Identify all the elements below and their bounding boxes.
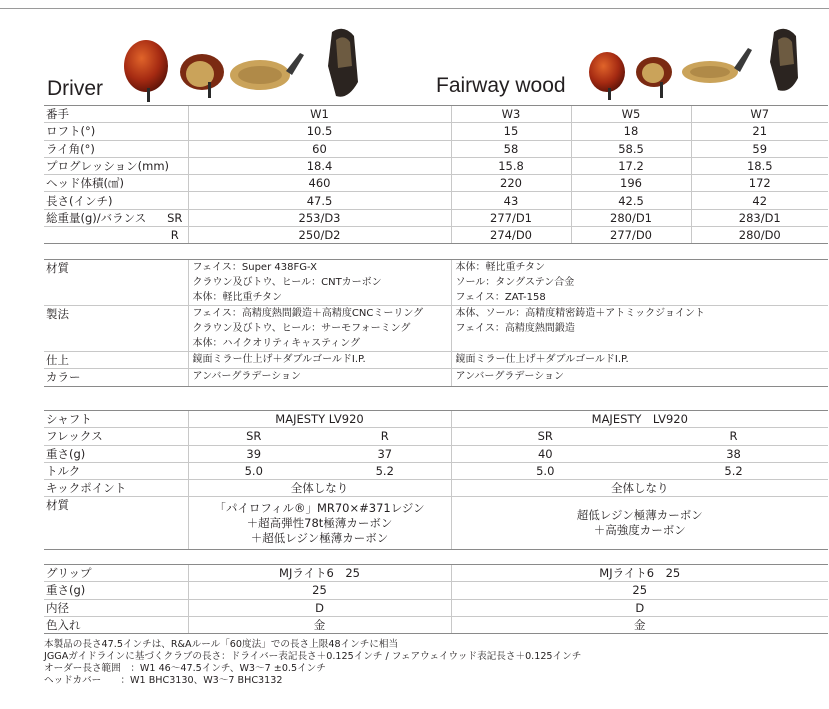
shaft-weight-label: 重さ(g): [44, 445, 188, 462]
driver-sole-image: [228, 47, 310, 97]
spec-value: 42.5: [571, 192, 691, 209]
fw-face-image: [585, 48, 635, 100]
grip-inner-driver: D: [188, 599, 451, 616]
footnote: オーダー長さ範囲 ：W1 46〜47.5インチ、W3〜7 ±0.5インチ: [44, 663, 326, 674]
spec-value: 220: [451, 175, 571, 192]
fw-headcover-image: [762, 26, 806, 96]
material-driver-line: クラウン及びトウ、ヒール：CNTカーボン: [192, 277, 382, 288]
shaft-weight-value: 37: [319, 445, 451, 462]
grip-inner-fw: D: [451, 599, 828, 616]
material-label: 材質: [44, 260, 188, 306]
grip-weight-fw: 25: [451, 582, 828, 599]
spec-label: 番手: [44, 106, 188, 123]
spec-value: 172: [691, 175, 828, 192]
torque-label: トルク: [44, 462, 188, 479]
flex-value: SR: [188, 428, 319, 445]
spec-value: 18.5: [691, 157, 828, 174]
material-fw: [451, 260, 828, 306]
shaft-label: シャフト: [44, 411, 188, 428]
spec-row: [44, 227, 828, 244]
shaft-material-line: 「パイロフィル®」MR70×#371レジン: [214, 500, 425, 515]
spec-value: 277/D1: [451, 209, 571, 226]
flex-value: R: [319, 428, 451, 445]
spec-value: 58: [451, 140, 571, 157]
color-label: カラー: [44, 369, 188, 386]
process-driver: [188, 306, 451, 352]
spec-value: W1: [188, 106, 451, 123]
spec-value: 10.5: [188, 123, 451, 140]
fw-crown-image: [634, 52, 678, 98]
spec-row: [44, 157, 828, 174]
torque-value: 5.0: [188, 462, 319, 479]
spec-label: 総重量(g)/バランス: [44, 209, 162, 226]
shaft-row: [44, 411, 828, 428]
grip-weight-label: 重さ(g): [44, 582, 188, 599]
shaft-material-row: [44, 497, 828, 550]
footnote: ヘッドカバー ：W1 BHC3130、W3〜7 BHC3132: [44, 675, 283, 686]
grip-table: [44, 564, 828, 634]
spec-value: 250/D2: [188, 227, 451, 244]
spec-value: 18.4: [188, 157, 451, 174]
spec-value: W3: [451, 106, 571, 123]
process-driver-line: クラウン及びトウ、ヒール：サーモフォーミング: [192, 323, 411, 334]
spec-label: [44, 227, 162, 244]
spec-row: [44, 209, 828, 226]
spec-value: 47.5: [188, 192, 451, 209]
grip-row: [44, 565, 828, 582]
grip-color-driver: 金: [188, 616, 451, 633]
driver-heading: Driver: [47, 77, 103, 100]
spec-value: 280/D0: [691, 227, 828, 244]
spec-value: 277/D0: [571, 227, 691, 244]
torque-value: 5.2: [319, 462, 451, 479]
spec-row: [44, 175, 828, 192]
spec-value: 17.2: [571, 157, 691, 174]
spec-sublabel: R: [162, 227, 188, 244]
spec-value: 280/D1: [571, 209, 691, 226]
spec-label: ロフト(°): [44, 123, 188, 140]
shaft-material-label: 材質: [44, 497, 188, 550]
spec-label: ライ角(°): [44, 140, 188, 157]
kick-fw: 全体しなり: [451, 480, 828, 497]
process-fw-line: 本体、ソール：高精度精密鋳造＋アトミックジョイント: [455, 308, 705, 319]
spec-sublabel: SR: [162, 209, 188, 226]
shaft-weight-value: 38: [639, 445, 828, 462]
spec-value: 196: [571, 175, 691, 192]
flex-value: R: [639, 428, 828, 445]
spec-value: 460: [188, 175, 451, 192]
material-driver-line: フェイス：Super 438FG-X: [192, 262, 317, 273]
spec-value: 15.8: [451, 157, 571, 174]
shaft-material-fw: [451, 497, 828, 550]
shaft-weight-value: 39: [188, 445, 319, 462]
spec-row: [44, 140, 828, 157]
grip-driver: MJライト6 25: [188, 565, 451, 582]
finish-label: 仕上: [44, 352, 188, 369]
spec-value: 274/D0: [451, 227, 571, 244]
shaft-material-line: 超低レジン極薄カーボン: [576, 508, 703, 523]
spec-label: プログレッション(mm): [44, 157, 188, 174]
material-fw-line: フェイス：ZAT-158: [455, 292, 546, 303]
process-fw: [451, 306, 828, 352]
shaft-table: [44, 410, 828, 550]
shaft-material-line: ＋超高弾性78t極薄カーボン: [246, 515, 393, 530]
torque-value: 5.2: [639, 462, 828, 479]
finish-row: [44, 352, 828, 369]
grip-label: グリップ: [44, 565, 188, 582]
flex-row: [44, 428, 828, 445]
spec-value: W7: [691, 106, 828, 123]
driver-headcover-image: [318, 26, 366, 102]
spec-value: 21: [691, 123, 828, 140]
finish-driver: 鏡面ミラー仕上げ＋ダブルゴールドI.P.: [188, 352, 451, 369]
process-label: 製法: [44, 306, 188, 352]
color-driver: アンバーグラデーション: [188, 369, 451, 386]
grip-fw: MJライト6 25: [451, 565, 828, 582]
spec-value: 60: [188, 140, 451, 157]
material-driver-line: 本体：軽比重チタン: [192, 292, 282, 303]
grip-color-label: 色入れ: [44, 616, 188, 633]
spec-value: 42: [691, 192, 828, 209]
shaft-weight-row: [44, 445, 828, 462]
spec-value: W5: [571, 106, 691, 123]
driver-face-image: [118, 36, 178, 102]
kick-driver: 全体しなり: [188, 480, 451, 497]
shaft-driver: MAJESTY LV920: [188, 411, 451, 428]
material-fw-line: ソール：タングステン合金: [455, 277, 575, 288]
shaft-material-line: ＋高強度カーボン: [593, 523, 686, 538]
kick-label: キックポイント: [44, 480, 188, 497]
grip-weight-row: [44, 582, 828, 599]
spec-value: 59: [691, 140, 828, 157]
grip-color-row: [44, 616, 828, 633]
shaft-fw: MAJESTY LV920: [451, 411, 828, 428]
shaft-material-line: ＋超低レジン極薄カーボン: [250, 530, 389, 545]
top-rule: [0, 8, 829, 9]
spec-label: ヘッド体積(㎤): [44, 175, 188, 192]
spec-label: 長さ(インチ): [44, 192, 188, 209]
torque-value: 5.0: [451, 462, 639, 479]
fw-sole-image: [680, 42, 760, 92]
spec-row: [44, 192, 828, 209]
spec-value: 283/D1: [691, 209, 828, 226]
process-driver-line: 本体：ハイクオリティキャスティング: [192, 338, 361, 349]
material-driver: [188, 260, 451, 306]
fairway-heading: Fairway wood: [436, 74, 566, 97]
flex-label: フレックス: [44, 428, 188, 445]
grip-inner-label: 内径: [44, 599, 188, 616]
spec-value: 58.5: [571, 140, 691, 157]
spec-row: [44, 106, 828, 123]
footnote: 本製品の長さ47.5インチは、R&Aルール「60度法」での長さ上限48インチに相当: [44, 639, 399, 650]
process-row: [44, 306, 828, 352]
grip-color-fw: 金: [451, 616, 828, 633]
spec-row: [44, 123, 828, 140]
torque-row: [44, 462, 828, 479]
material-row: [44, 260, 828, 306]
spec-value: 43: [451, 192, 571, 209]
spec-table: [44, 105, 828, 244]
material-fw-line: 本体：軽比重チタン: [455, 262, 545, 273]
kick-row: [44, 480, 828, 497]
grip-inner-row: [44, 599, 828, 616]
grip-weight-driver: 25: [188, 582, 451, 599]
spec-value: 18: [571, 123, 691, 140]
process-driver-line: フェイス：高精度熱間鍛造＋高精度CNCミーリング: [192, 308, 424, 319]
color-row: [44, 369, 828, 386]
process-fw-line: フェイス：高精度熱間鍛造: [455, 323, 575, 334]
driver-crown-image: [178, 50, 228, 98]
footnote: JGGAガイドラインに基づくクラブの長さ：ドライバー表記長さ＋0.125インチ / フェアウェイウッド表記長さ＋0.125インチ: [44, 651, 582, 662]
shaft-material-driver: [188, 497, 451, 550]
spec-value: 15: [451, 123, 571, 140]
materials-table: [44, 259, 828, 387]
flex-value: SR: [451, 428, 639, 445]
shaft-weight-value: 40: [451, 445, 639, 462]
spec-value: 253/D3: [188, 209, 451, 226]
finish-fw: 鏡面ミラー仕上げ＋ダブルゴールドI.P.: [451, 352, 828, 369]
color-fw: アンバーグラデーション: [451, 369, 828, 386]
